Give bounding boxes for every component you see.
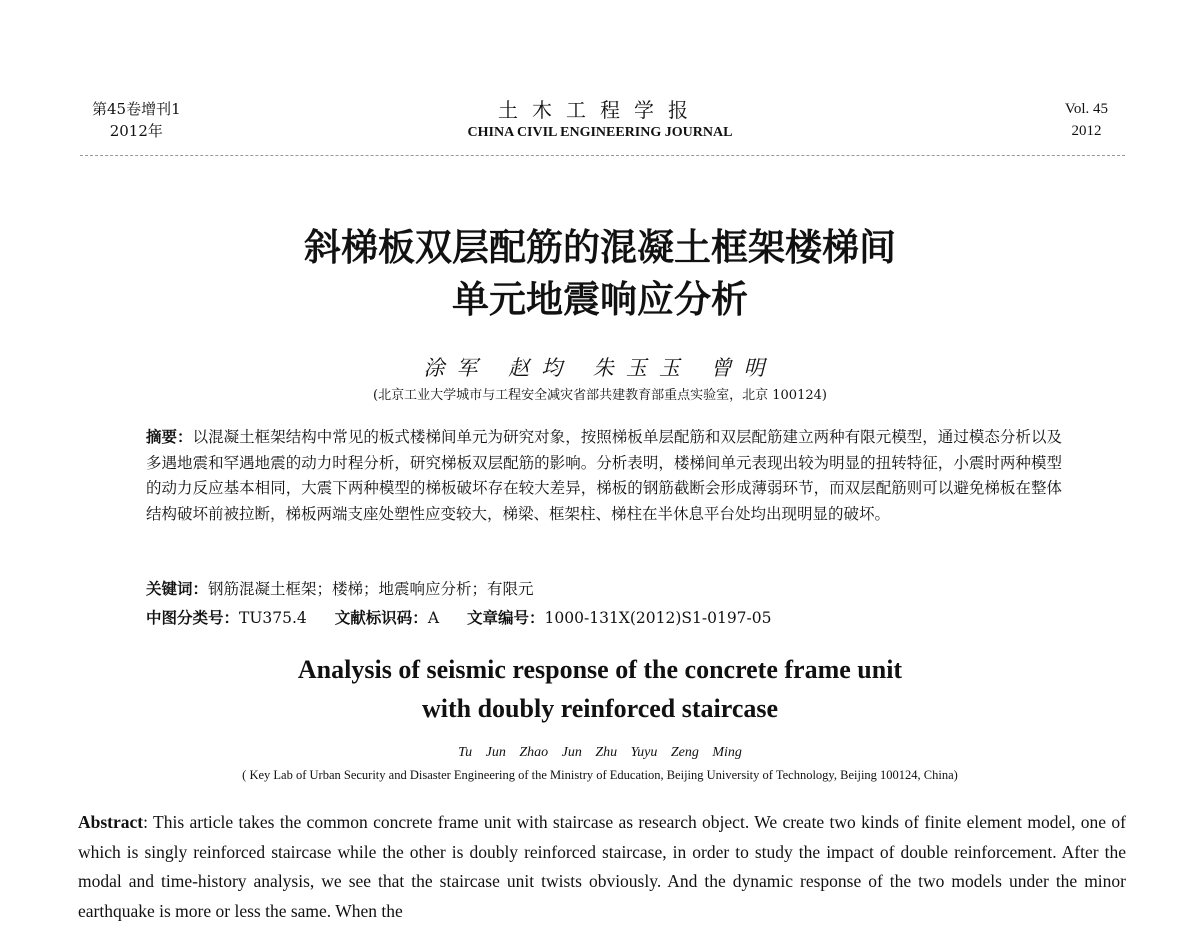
abstract-en-text: : This article takes the common concrete frame unit with staircase as research object. We create two kinds of finite element model, one of which is singly reinforced staircase while the other is doubly reinforced staircase, in order to study the impact of double reinforcement. After the modal and time-history analysis, we see that the staircase unit twists obviously. And the dynamic response of the two models under the minor earthquake is more or less the same. When the: [78, 812, 1126, 921]
journal-name-cn: 土木工程学报: [498, 98, 702, 122]
keywords-cn-label: 关键词：: [146, 580, 209, 598]
title-cn-line-2: 单元地震响应分析: [452, 278, 748, 321]
classification-line: [146, 606, 772, 630]
title-en-line-1: Analysis of seismic response of the concrete frame unit: [297, 655, 903, 684]
authors-cn: 涂军 赵均 朱玉玉 曾明: [423, 356, 777, 380]
title-en-line-2: with doubly reinforced staircase: [421, 694, 779, 723]
volume-info: [1065, 98, 1108, 142]
affiliation-cn: (北京工业大学城市与工程安全减灾省部共建教育部重点实验室，北京 100124): [373, 388, 827, 403]
journal-name-en: CHINA CIVIL ENGINEERING JOURNAL: [467, 125, 733, 140]
authors-en: Tu Jun Zhao Jun Zhu Yuyu Zeng Ming: [458, 745, 742, 760]
issue-number: 第45卷增刊1: [92, 100, 181, 118]
abstract-cn-text: 以混凝土框架结构中常见的板式楼梯间单元为研究对象，按照梯板单层配筋和双层配筋建立两种有限元模型，通过模态分析以及多遇地震和罕遇地震的动力时程分析，研究梯板双层配筋的影响。分析表明，楼梯间单元表现出较为明显的扭转特征，小震时两种模型的动力反应基本相同，大震下两种模型的梯板破坏存在较大差异，梯板的钢筋截断会形成薄弱环节，而双层配筋则可以避免梯板在整体结构破坏前被拉断，梯板两端支座处塑性应变较大，梯梁、框架柱、梯柱在半休息平台处均出现明显的破坏。: [146, 428, 1062, 523]
keywords-cn-text: 钢筋混凝土框架；楼梯；地震响应分析；有限元: [208, 580, 534, 598]
paper-title-cn: [0, 222, 1200, 326]
doc-code-value: A: [427, 609, 440, 627]
clc-value: TU375.4: [239, 609, 307, 627]
keywords-cn: [146, 577, 534, 601]
abstract-cn-label: 摘要：: [146, 428, 193, 446]
header-divider: [80, 155, 1125, 156]
doc-code-label: 文献标识码：: [334, 609, 428, 627]
title-cn-line-1: 斜梯板双层配筋的混凝土框架楼梯间: [304, 226, 896, 269]
article-number-label: 文章编号：: [467, 609, 545, 627]
article-number-value: 1000-131X(2012)S1-0197-05: [544, 609, 772, 627]
running-header: [0, 98, 1200, 158]
affiliation-en: ( Key Lab of Urban Security and Disaster Engineering of the Ministry of Education, Beijing University of Technology, Beijing 100124, China): [242, 768, 958, 782]
clc-label: 中图分类号：: [146, 609, 240, 627]
issue-year: 2012年: [109, 122, 163, 140]
abstract-en-label: Abstract: [78, 812, 144, 832]
abstract-cn: [146, 425, 1062, 527]
paper-title-en: [0, 650, 1200, 728]
volume-number: Vol. 45: [1064, 101, 1108, 117]
volume-year: 2012: [1071, 123, 1102, 139]
journal-name: [0, 98, 1200, 144]
abstract-en: [78, 808, 1126, 926]
